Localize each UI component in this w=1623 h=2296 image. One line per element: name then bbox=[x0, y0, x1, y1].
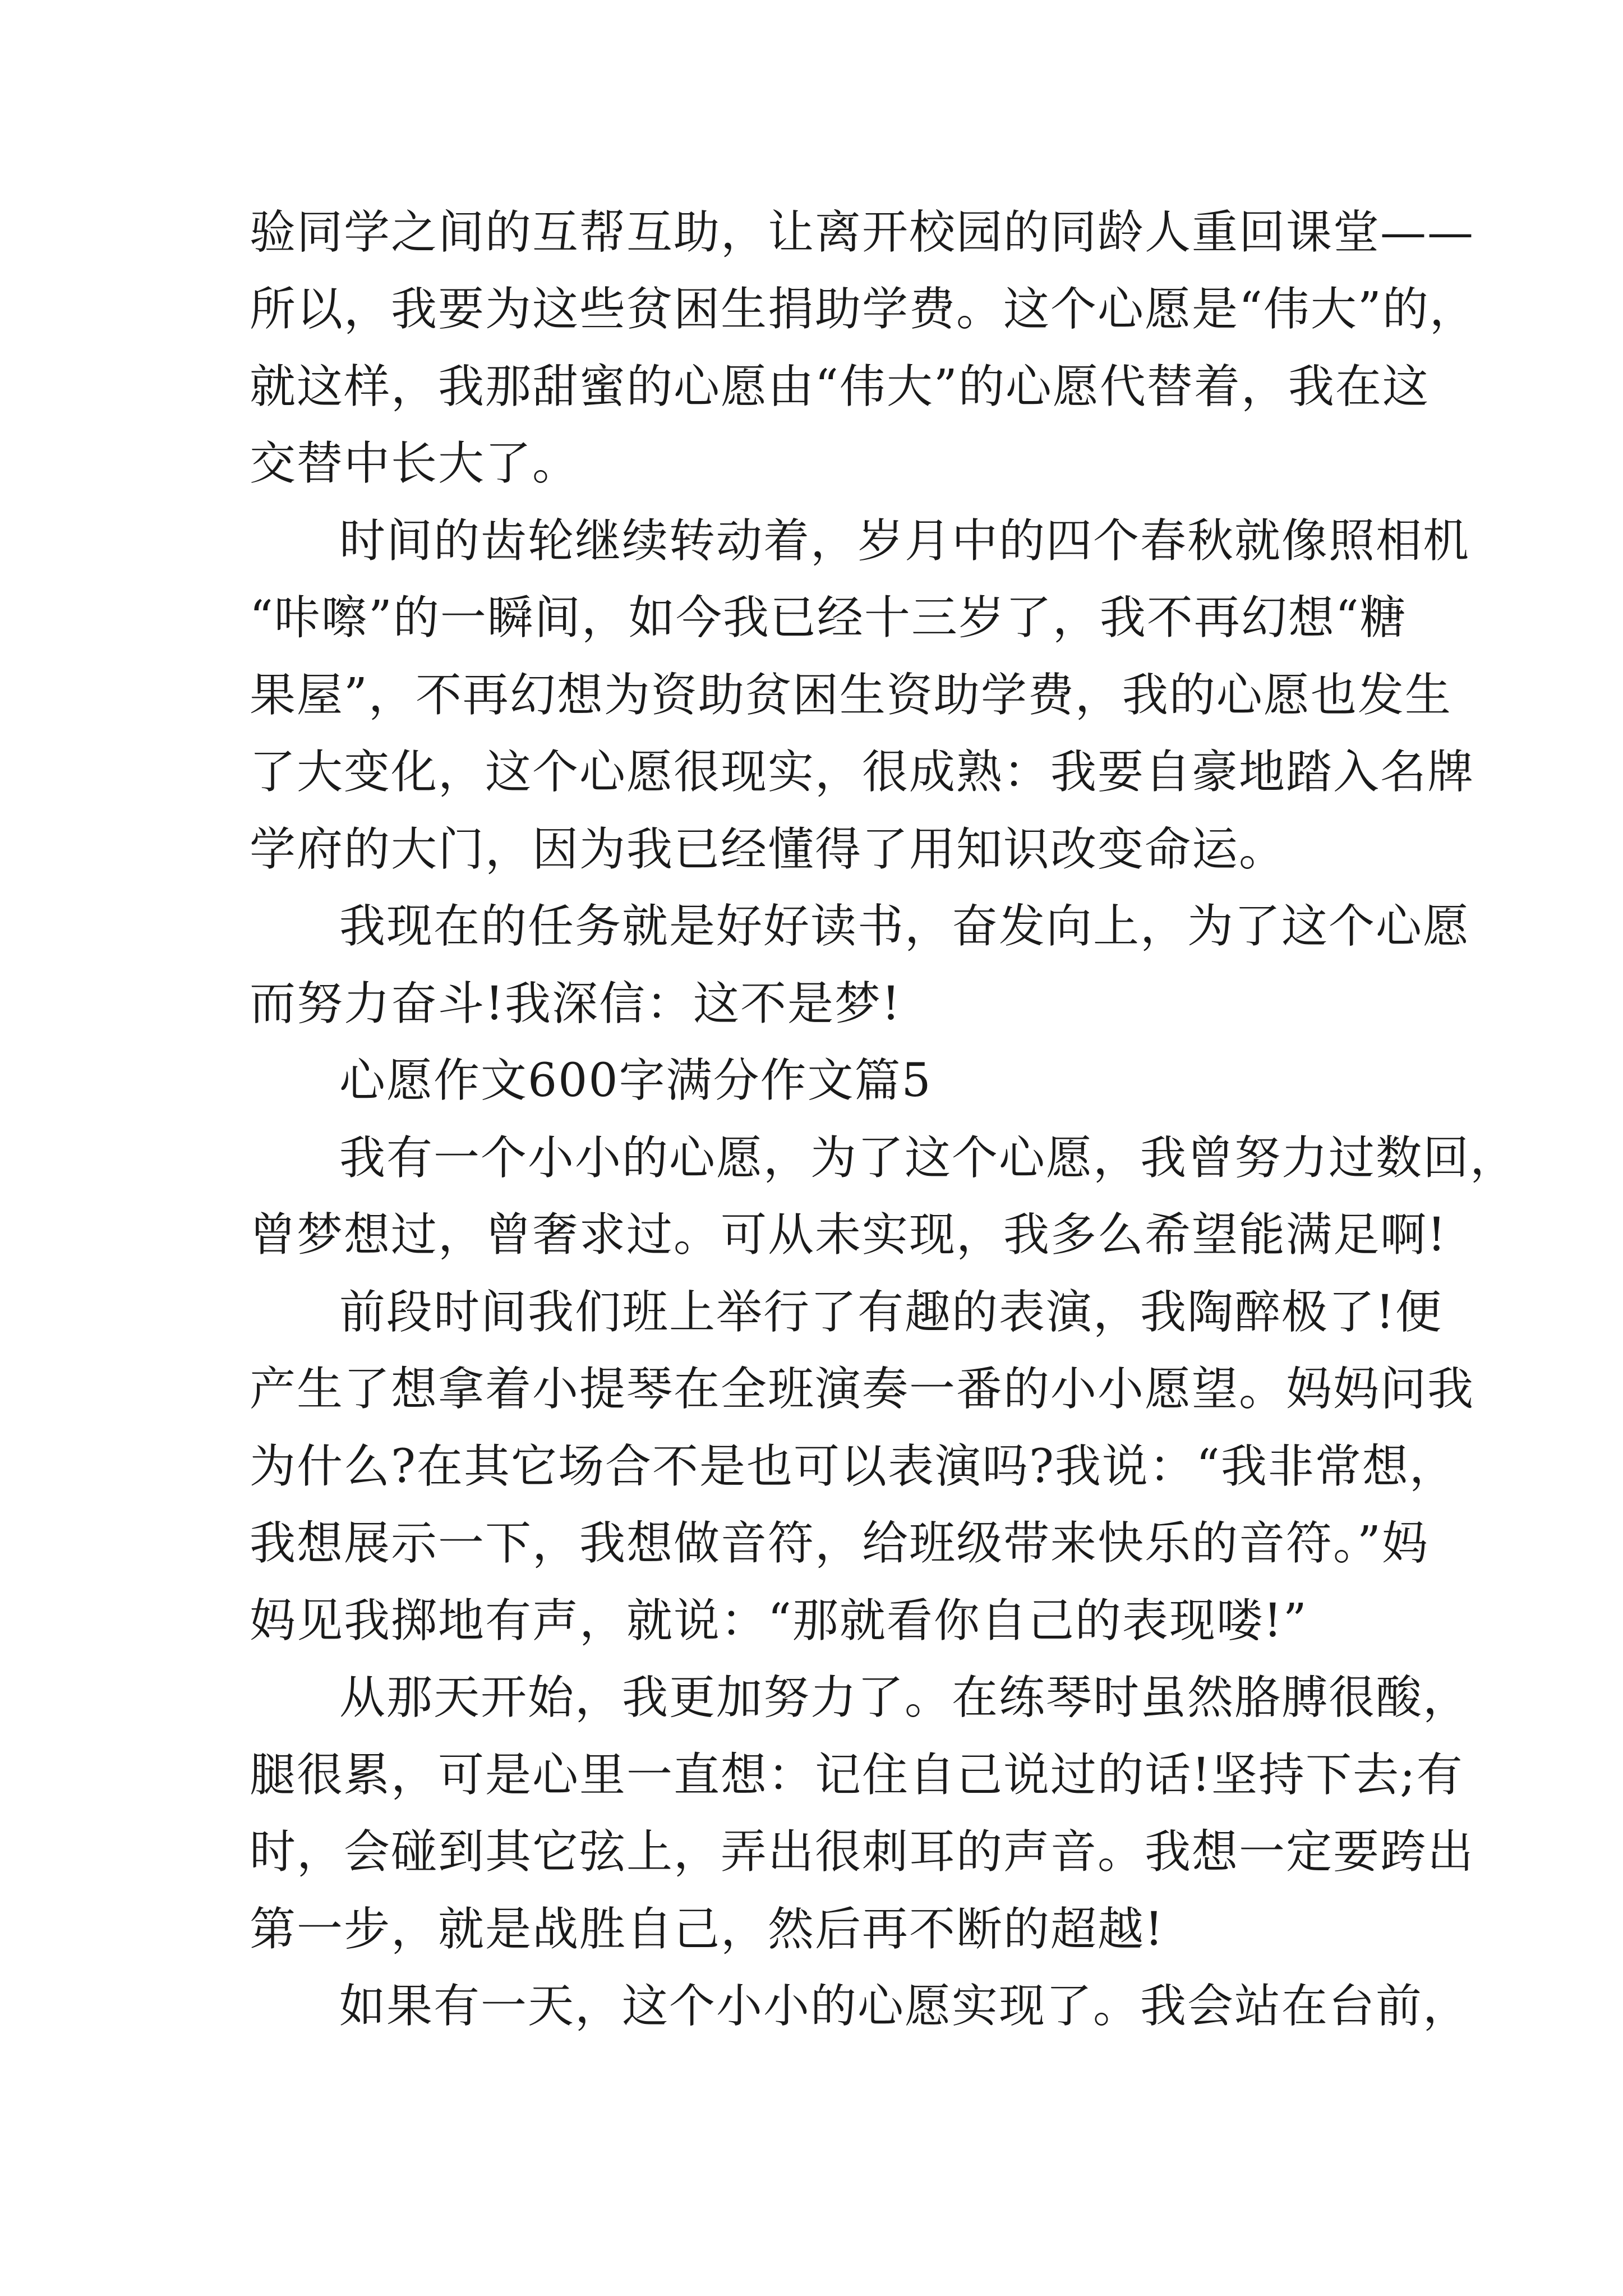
text-line: 交替中长大了。 bbox=[250, 437, 580, 490]
text-line: 果屋”，不再幻想为资助贫困生资助学费，我的心愿也发生 bbox=[250, 669, 1452, 722]
text-line: 曾梦想过，曾奢求过。可从未实现，我多么希望能满足啊! bbox=[250, 1208, 1447, 1262]
text-line: 第一步，就是战胜自己，然后再不断的超越! bbox=[250, 1903, 1164, 1956]
text-line: 我想展示一下，我想做音符，给班级带来快乐的音符。”妈 bbox=[250, 1517, 1429, 1570]
text-line: 产生了想拿着小提琴在全班演奏一番的小小愿望。妈妈问我 bbox=[250, 1363, 1475, 1416]
text-line: 时，会碰到其它弦上，弄出很刺耳的声音。我想一定要跨出 bbox=[250, 1825, 1475, 1879]
paragraph-first-line: 我有一个小小的心愿，为了这个心愿，我曾努力过数回， bbox=[339, 1131, 1518, 1185]
paragraph-first-line: 我现在的任务就是好好读书，奋发向上，为了这个心愿 bbox=[339, 900, 1470, 953]
paragraph-first-line: 时间的齿轮继续转动着，岁月中的四个春秋就像照相机 bbox=[339, 514, 1470, 568]
text-line: 而努力奋斗!我深信：这不是梦! bbox=[250, 977, 901, 1030]
text-line: 就这样，我那甜蜜的心愿由“伟大”的心愿代替着，我在这 bbox=[250, 360, 1430, 413]
text-line: 所以，我要为这些贫困生捐助学费。这个心愿是“伟大”的， bbox=[250, 283, 1477, 336]
paragraph-first-line: 前段时间我们班上举行了有趣的表演，我陶醉极了!便 bbox=[339, 1286, 1442, 1339]
paragraph-first-line: 如果有一天，这个小小的心愿实现了。我会站在台前， bbox=[339, 1980, 1470, 2033]
text-line: 了大变化，这个心愿很现实，很成熟：我要自豪地踏入名牌 bbox=[250, 746, 1475, 799]
text-line: 为什么?在其它场合不是也可以表演吗?我说：“我非常想， bbox=[250, 1440, 1456, 1493]
text-line: 妈见我掷地有声，就说：“那就看你自己的表现喽!” bbox=[250, 1594, 1308, 1648]
text-line: “咔嚓”的一瞬间，如今我已经十三岁了，我不再幻想“糖 bbox=[250, 591, 1407, 645]
text-line: 验同学之间的互帮互助，让离开校园的同龄人重回课堂—— bbox=[250, 206, 1475, 259]
text-line: 腿很累，可是心里一直想：记住自己说过的话!坚持下去;有 bbox=[250, 1749, 1464, 1802]
text-line: 学府的大门，因为我已经懂得了用知识改变命运。 bbox=[250, 823, 1287, 876]
section-heading: 心愿作文600字满分作文篇5 bbox=[339, 1054, 932, 1107]
paragraph-first-line: 从那天开始，我更加努力了。在练琴时虽然胳膊很酸， bbox=[339, 1671, 1470, 1724]
